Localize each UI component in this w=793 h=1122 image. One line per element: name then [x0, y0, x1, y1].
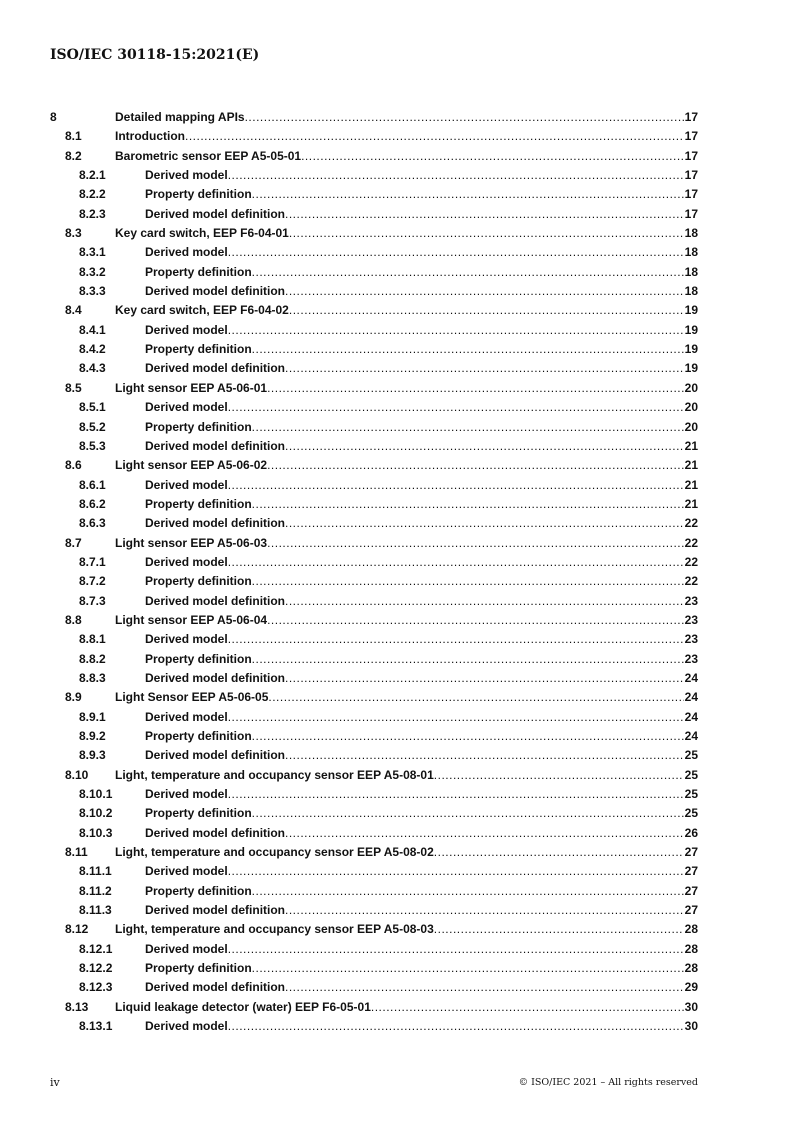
toc-entry-title: Derived model definition	[145, 980, 286, 995]
toc-dot-leader	[285, 439, 684, 453]
toc-entry[interactable]	[50, 420, 698, 439]
toc-dot-leader	[252, 342, 684, 356]
toc-entry[interactable]	[50, 458, 698, 477]
toc-entry-title: Light, temperature and occupancy sensor EEP A5-08-03	[115, 922, 434, 937]
toc-dot-leader	[301, 149, 684, 163]
toc-dot-leader	[285, 207, 684, 221]
toc-entry-title: Property definition	[145, 883, 252, 898]
toc-entry-page: 23	[684, 651, 698, 666]
toc-entry-title: Derived model	[145, 787, 228, 802]
toc-entry-page: 25	[684, 767, 698, 782]
toc-entry-page: 17	[684, 148, 698, 163]
toc-dot-leader	[228, 323, 684, 337]
toc-dot-leader	[252, 806, 684, 820]
toc-entry-title: Light sensor EEP A5-06-04	[115, 612, 268, 627]
toc-entry[interactable]	[50, 226, 698, 245]
toc-entry-number: 8.12.3	[79, 980, 113, 995]
toc-dot-leader	[228, 942, 684, 956]
toc-dot-leader	[252, 187, 684, 201]
toc-entry-page: 22	[684, 535, 698, 550]
toc-dot-leader	[268, 690, 683, 704]
toc-entry-number: 8.11.1	[79, 864, 112, 879]
toc-dot-leader	[228, 710, 684, 724]
toc-entry[interactable]	[50, 845, 698, 864]
toc-entry-page: 25	[684, 787, 698, 802]
toc-dot-leader	[228, 864, 684, 878]
toc-entry-title: Introduction	[115, 129, 185, 144]
toc-entry-number: 8.5.1	[79, 400, 106, 415]
toc-entry-page: 26	[684, 825, 698, 840]
toc-entry-page: 28	[684, 941, 698, 956]
toc-entry-title: Property definition	[145, 264, 252, 279]
toc-dot-leader	[252, 574, 684, 588]
toc-entry-title: Derived model	[145, 400, 228, 415]
toc-entry-number: 8.7.1	[79, 554, 106, 569]
toc-entry[interactable]	[50, 1000, 698, 1019]
toc-dot-leader	[245, 110, 684, 124]
toc-entry-number: 8.12.2	[79, 961, 113, 976]
toc-entry-title: Derived model definition	[145, 438, 286, 453]
toc-dot-leader	[185, 129, 684, 143]
toc-entry-title: Derived model definition	[145, 206, 286, 221]
toc-dot-leader	[267, 458, 684, 472]
toc-entry-page: 24	[684, 729, 698, 743]
toc-entry-page: 27	[684, 903, 698, 918]
toc-entry[interactable]	[50, 884, 698, 903]
toc-entry[interactable]	[50, 536, 698, 555]
toc-entry-page: 18	[684, 284, 698, 299]
toc-entry-page: 30	[684, 1019, 698, 1034]
toc-entry-number: 8.6.3	[79, 516, 106, 531]
toc-entry-title: Detailed mapping APIs	[115, 110, 245, 124]
toc-dot-leader	[289, 303, 684, 317]
toc-entry-page: 19	[684, 303, 698, 318]
toc-entry-title: Derived model definition	[145, 516, 286, 531]
toc-entry-page: 28	[684, 961, 698, 976]
toc-entry[interactable]	[50, 516, 698, 535]
toc-dot-leader	[267, 613, 684, 627]
toc-entry-title: Derived model definition	[145, 670, 286, 685]
toc-entry-number: 8.12	[65, 922, 89, 937]
toc-entry-title: Light, temperature and occupancy sensor EEP A5-08-01	[115, 767, 434, 782]
toc-entry-page: 23	[684, 593, 698, 608]
toc-entry[interactable]	[50, 555, 698, 574]
toc-entry-page: 17	[684, 129, 698, 144]
toc-entry[interactable]	[50, 864, 698, 883]
toc-entry[interactable]	[50, 361, 698, 380]
toc-dot-leader	[267, 536, 684, 550]
toc-entry-title: Key card switch, EEP F6-04-02	[115, 303, 289, 318]
toc-dot-leader	[228, 245, 684, 259]
toc-dot-leader	[228, 400, 684, 414]
toc-entry[interactable]	[50, 652, 698, 671]
toc-entry-number: 8.8.3	[79, 670, 106, 685]
toc-entry[interactable]	[50, 497, 698, 516]
toc-entry-number: 8.3.2	[79, 264, 106, 279]
toc-entry[interactable]	[50, 903, 698, 922]
toc-entry-number: 8.7.3	[79, 593, 106, 608]
toc-entry-number: 8.7.2	[79, 574, 106, 589]
toc-entry[interactable]	[50, 942, 698, 961]
toc-entry-page: 22	[684, 516, 698, 531]
toc-dot-leader	[252, 497, 684, 511]
toc-entry-number: 8.11	[65, 845, 88, 860]
toc-entry-title: Property definition	[145, 651, 252, 666]
toc-entry[interactable]	[50, 826, 698, 845]
toc-entry-page: 20	[684, 419, 698, 434]
toc-entry-number: 8.2.1	[79, 168, 106, 183]
toc-entry-number: 8.6.1	[79, 477, 106, 492]
toc-entry-number: 8.8.1	[79, 632, 106, 647]
toc-entry-page: 23	[684, 632, 698, 647]
toc-entry[interactable]	[50, 381, 698, 400]
toc-entry[interactable]	[50, 439, 698, 458]
toc-entry[interactable]	[50, 690, 698, 709]
toc-entry-number: 8.8	[65, 612, 82, 627]
toc-entry-title: Barometric sensor EEP A5-05-01	[115, 148, 302, 163]
toc-entry-title: Property definition	[145, 806, 252, 821]
toc-entry-number: 8.6.2	[79, 496, 106, 511]
table-of-contents	[50, 110, 698, 1039]
toc-entry[interactable]	[50, 671, 698, 690]
toc-entry-title: Derived model	[145, 554, 228, 569]
toc-entry-number: 8.10.1	[79, 787, 113, 802]
toc-dot-leader	[228, 168, 684, 182]
toc-entry-number: 8.12.1	[79, 941, 113, 956]
toc-entry[interactable]	[50, 632, 698, 651]
toc-entry-number: 8.5.2	[79, 419, 106, 434]
toc-entry-page: 27	[684, 845, 698, 860]
toc-entry[interactable]	[50, 768, 698, 787]
toc-entry-page: 21	[684, 477, 698, 492]
toc-dot-leader	[285, 980, 684, 994]
toc-entry-title: Derived model definition	[145, 284, 286, 299]
toc-dot-leader	[285, 361, 684, 375]
toc-dot-leader	[228, 478, 684, 492]
toc-entry-title: Property definition	[145, 961, 252, 976]
toc-entry-page: 20	[684, 380, 698, 395]
toc-entry-title: Property definition	[145, 419, 252, 434]
toc-dot-leader	[252, 420, 684, 434]
toc-dot-leader	[285, 516, 684, 530]
toc-entry[interactable]	[50, 748, 698, 767]
toc-entry-page: 21	[684, 496, 698, 511]
toc-entry-page: 18	[684, 226, 698, 241]
toc-entry-page: 19	[684, 322, 698, 337]
page-number: iv	[50, 1076, 60, 1089]
toc-entry[interactable]	[50, 478, 698, 497]
toc-entry-number: 8.3.1	[79, 245, 106, 260]
toc-dot-leader	[434, 922, 684, 936]
toc-entry-title: Property definition	[145, 729, 252, 743]
toc-entry-page: 24	[684, 709, 698, 724]
toc-entry-title: Property definition	[145, 574, 252, 589]
toc-entry-page: 19	[684, 361, 698, 376]
toc-entry[interactable]	[50, 594, 698, 613]
toc-entry-number: 8.11.2	[79, 883, 112, 898]
toc-entry[interactable]	[50, 342, 698, 361]
toc-entry-title: Derived model	[145, 477, 228, 492]
toc-entry-title: Derived model definition	[145, 825, 286, 840]
toc-entry-number: 8.13	[65, 999, 89, 1014]
toc-entry-page: 27	[684, 883, 698, 898]
document-identifier: ISO/IEC 30118-15:2021(E)	[50, 47, 260, 63]
toc-entry-number: 8.4.1	[79, 322, 106, 337]
toc-entry-title: Derived model	[145, 632, 228, 647]
toc-entry-title: Derived model	[145, 864, 228, 879]
toc-entry-number: 8.11.3	[79, 903, 112, 918]
toc-entry-title: Derived model	[145, 322, 228, 337]
toc-entry-title: Light sensor EEP A5-06-01	[115, 380, 268, 395]
toc-entry-title: Liquid leakage detector (water) EEP F6-05-01	[115, 999, 371, 1014]
toc-entry-page: 17	[684, 187, 698, 202]
toc-dot-leader	[267, 381, 684, 395]
toc-entry-number: 8.9.3	[79, 748, 106, 763]
toc-entry-title: Derived model	[145, 709, 228, 724]
toc-entry-number: 8.9	[65, 690, 82, 705]
toc-entry-number: 8.5.3	[79, 438, 106, 453]
toc-dot-leader	[228, 1019, 684, 1033]
toc-entry-page: 22	[684, 554, 698, 569]
toc-entry-number: 8.5	[65, 380, 82, 395]
toc-entry-number: 8.10.2	[79, 806, 113, 821]
toc-entry-number: 8.4	[65, 303, 82, 318]
toc-entry-number: 8.4.2	[79, 342, 106, 357]
toc-entry-number: 8.9.1	[79, 709, 106, 724]
toc-entry-page: 27	[684, 864, 698, 879]
toc-dot-leader	[434, 768, 684, 782]
toc-entry-number: 8.6	[65, 458, 82, 473]
toc-entry[interactable]	[50, 710, 698, 729]
toc-entry-page: 17	[684, 206, 698, 221]
toc-entry[interactable]	[50, 400, 698, 419]
toc-entry[interactable]	[50, 787, 698, 806]
toc-entry-page: 18	[684, 264, 698, 279]
toc-entry-number: 8.7	[65, 535, 82, 550]
toc-dot-leader	[434, 845, 684, 859]
toc-entry[interactable]	[50, 729, 698, 748]
toc-entry-page: 25	[684, 806, 698, 821]
toc-dot-leader	[371, 1000, 684, 1014]
toc-entry[interactable]	[50, 806, 698, 825]
toc-entry-title: Key card switch, EEP F6-04-01	[115, 226, 289, 241]
toc-entry[interactable]	[50, 245, 698, 264]
toc-dot-leader	[252, 652, 684, 666]
toc-entry-number: 8.4.3	[79, 361, 106, 376]
toc-entry[interactable]	[50, 613, 698, 632]
toc-entry[interactable]	[50, 574, 698, 593]
toc-entry[interactable]	[50, 265, 698, 284]
toc-entry-page: 24	[684, 670, 698, 685]
toc-dot-leader	[252, 884, 684, 898]
toc-dot-leader	[228, 555, 684, 569]
toc-entry-title: Derived model	[145, 245, 228, 260]
toc-entry-number: 8.8.2	[79, 651, 106, 666]
toc-dot-leader	[228, 787, 684, 801]
toc-entry-title: Light, temperature and occupancy sensor EEP A5-08-02	[115, 845, 434, 860]
toc-entry-number: 8.2.2	[79, 187, 106, 202]
toc-entry-page: 21	[684, 458, 698, 473]
toc-entry-page: 23	[684, 612, 698, 627]
toc-entry[interactable]	[50, 303, 698, 322]
toc-dot-leader	[285, 594, 684, 608]
toc-entry-page: 21	[684, 438, 698, 453]
toc-entry[interactable]	[50, 129, 698, 148]
toc-entry-title: Property definition	[145, 187, 252, 202]
toc-dot-leader	[285, 903, 684, 917]
toc-entry-title: Property definition	[145, 342, 252, 357]
toc-entry-number: 8.13.1	[79, 1019, 113, 1034]
toc-entry-number: 8.10	[65, 767, 89, 782]
toc-dot-leader	[252, 265, 684, 279]
toc-entry[interactable]	[50, 1019, 698, 1038]
toc-entry[interactable]	[50, 922, 698, 941]
toc-dot-leader	[285, 671, 684, 685]
toc-dot-leader	[252, 961, 684, 975]
toc-entry-number: 8.1	[65, 129, 82, 144]
toc-entry-title: Derived model definition	[145, 903, 286, 918]
toc-entry-page: 25	[684, 748, 698, 763]
toc-entry[interactable]	[50, 980, 698, 999]
toc-entry-page: 19	[684, 342, 698, 357]
toc-entry-title: Light sensor EEP A5-06-03	[115, 535, 268, 550]
toc-entry-number: 8.2.3	[79, 206, 106, 221]
toc-entry-title: Derived model	[145, 168, 228, 183]
toc-entry[interactable]	[50, 168, 698, 187]
toc-entry-page: 17	[684, 168, 698, 183]
toc-entry[interactable]	[50, 207, 698, 226]
toc-entry-page: 24	[684, 690, 698, 705]
toc-entry-title: Derived model definition	[145, 748, 286, 763]
toc-entry[interactable]	[50, 187, 698, 206]
toc-entry-title: Derived model definition	[145, 361, 286, 376]
toc-entry[interactable]	[50, 110, 698, 129]
toc-entry-number: 8.10.3	[79, 825, 113, 840]
toc-dot-leader	[228, 632, 684, 646]
toc-entry-page: 29	[684, 980, 698, 995]
toc-entry-page: 17	[684, 110, 698, 124]
toc-dot-leader	[285, 284, 684, 298]
toc-entry-page: 28	[684, 922, 698, 937]
toc-dot-leader	[252, 729, 684, 743]
toc-entry-number: 8.3.3	[79, 284, 106, 299]
toc-entry-page: 22	[684, 574, 698, 589]
toc-entry[interactable]	[50, 149, 698, 168]
toc-entry-page: 30	[684, 999, 698, 1014]
toc-entry-number: 8.3	[65, 226, 82, 241]
toc-entry-page: 20	[684, 400, 698, 415]
toc-entry-title: Derived model	[145, 1019, 228, 1034]
toc-dot-leader	[289, 226, 684, 240]
toc-entry[interactable]	[50, 323, 698, 342]
toc-entry-title: Light sensor EEP A5-06-02	[115, 458, 268, 473]
toc-dot-leader	[285, 826, 684, 840]
toc-entry-title: Property definition	[145, 496, 252, 511]
toc-dot-leader	[285, 748, 684, 762]
toc-entry-title: Derived model	[145, 941, 228, 956]
toc-entry[interactable]	[50, 284, 698, 303]
toc-entry-title: Derived model definition	[145, 593, 286, 608]
toc-entry-number: 8.9.2	[79, 729, 106, 743]
toc-entry[interactable]	[50, 961, 698, 980]
toc-entry-page: 18	[684, 245, 698, 260]
toc-entry-number: 8	[50, 110, 57, 124]
toc-entry-title: Light Sensor EEP A5-06-05	[115, 690, 269, 705]
copyright-notice: © ISO/IEC 2021 – All rights reserved	[518, 1077, 698, 1088]
toc-entry-number: 8.2	[65, 148, 82, 163]
